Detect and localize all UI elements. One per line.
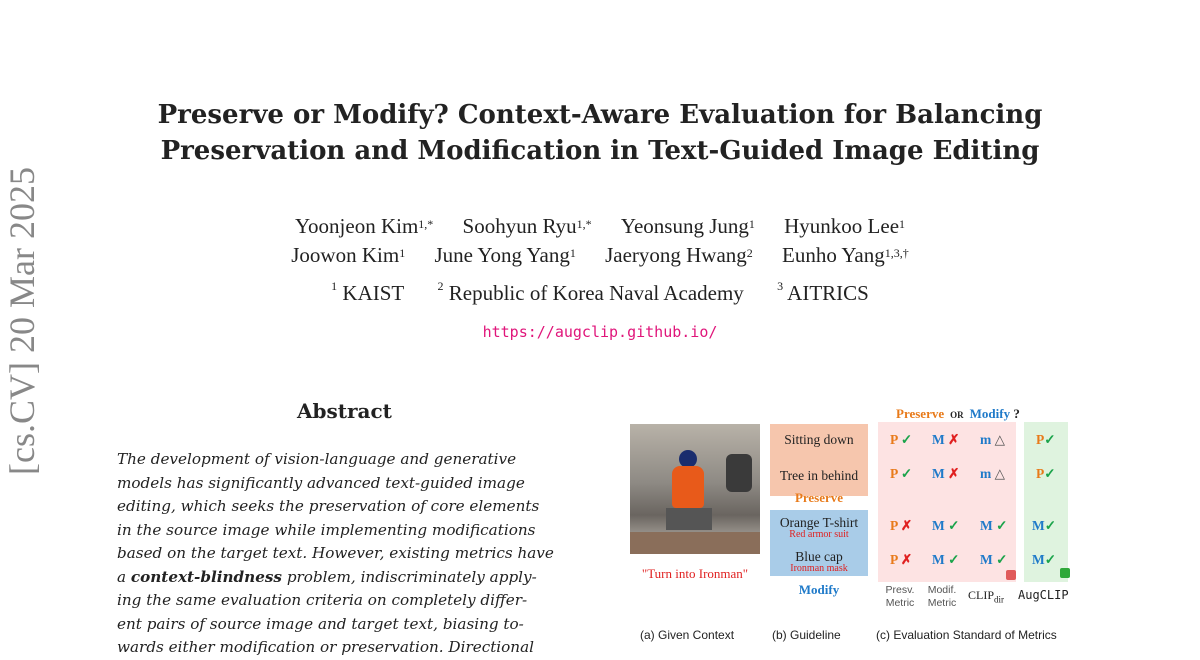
author-sup: 1 — [399, 246, 406, 260]
guideline-subtext: Ironman mask — [790, 563, 848, 574]
metric-cell — [890, 518, 912, 534]
figure-header — [896, 406, 1020, 422]
metric-cell — [890, 466, 912, 482]
thumbs-down-icon — [1006, 570, 1016, 580]
abstract-line: ing the same evaluation criteria on completely differ- — [117, 591, 528, 609]
metric-cell — [1036, 432, 1056, 448]
check-icon: ✓ — [948, 552, 960, 567]
header-or: OR — [950, 410, 964, 420]
label-line: Metric — [885, 597, 915, 609]
abstract-prefix: a — [117, 567, 127, 586]
metric-cell — [932, 432, 959, 448]
author-sup: 1,* — [576, 217, 592, 231]
author-sup: 1,* — [418, 217, 434, 231]
guideline-item — [770, 550, 868, 574]
author-name: Yoonjeon Kim — [294, 214, 419, 238]
label-line: Presv. — [885, 584, 915, 596]
header-preserve: Preserve — [896, 406, 945, 421]
cell-letter: M — [932, 466, 945, 481]
abstract-heading: Abstract — [297, 399, 392, 423]
metric-cell — [980, 432, 1005, 448]
triangle-icon: △ — [994, 466, 1006, 481]
author-row-1 — [0, 212, 1200, 241]
cross-icon: ✗ — [900, 518, 913, 533]
cell-letter: m — [980, 432, 992, 447]
cell-letter: P — [1036, 432, 1045, 447]
cell-letter: M — [980, 518, 993, 533]
abstract-line: wards either modification or preservation. Directional — [117, 638, 534, 656]
author — [621, 214, 755, 238]
metric-cell — [980, 466, 1005, 482]
author-name: Joowon Kim — [291, 243, 400, 267]
modify-label: Modify — [798, 582, 840, 597]
affiliation-sup: 1 — [331, 279, 338, 293]
author-sup: 1,3,† — [884, 246, 909, 260]
guideline-item: Tree in behind — [779, 468, 859, 483]
author-name: Jaeryong Hwang — [605, 243, 747, 267]
affiliation — [777, 281, 869, 305]
subcaption-a: (a) Given Context — [640, 628, 735, 642]
affiliation — [438, 281, 744, 305]
author — [295, 214, 433, 238]
cross-icon: ✗ — [900, 552, 913, 567]
author-name: Soohyun Ryu — [462, 214, 577, 238]
author — [605, 243, 753, 267]
given-prompt: "Turn into Ironman" — [641, 566, 749, 581]
affiliation-sup: 3 — [777, 279, 784, 293]
cell-letter: P — [890, 432, 898, 447]
check-icon: ✓ — [1044, 432, 1056, 447]
metric-cell — [1032, 518, 1056, 534]
plant-shape — [726, 454, 752, 492]
abstract-line — [117, 566, 579, 590]
clip-sub: dir — [994, 594, 1005, 605]
header-question: ? — [1013, 406, 1020, 421]
metric-cell — [890, 552, 912, 568]
affiliation — [331, 281, 404, 305]
arxiv-stamp-text: [cs.CV] 20 Mar 2025 — [2, 167, 42, 475]
affiliation-sup: 2 — [437, 279, 444, 293]
author-sup: 1 — [899, 217, 906, 231]
abstract-line: ent pairs of source image and target text, biasing to- — [117, 614, 524, 633]
abstract-line-rest: problem, indiscriminately apply- — [286, 567, 537, 586]
cell-letter: P — [890, 518, 898, 533]
abstract-body — [117, 448, 579, 660]
abstract-line: models has significantly advanced text-guided image — [117, 473, 525, 492]
cell-letter: M — [932, 432, 945, 447]
subcaption-b: (b) Guideline — [772, 628, 841, 642]
cell-letter: P — [1036, 466, 1045, 481]
cell-letter: M — [1032, 518, 1045, 533]
author — [782, 243, 909, 267]
person-legs-shape — [666, 508, 712, 530]
author-name: Yeonsung Jung — [620, 214, 749, 238]
abstract-line: in the source image while implementing modifications — [117, 520, 536, 539]
cell-letter: P — [890, 552, 898, 567]
guideline-text: Blue cap — [795, 549, 843, 564]
metric-cell — [1036, 466, 1056, 482]
presv-metric-label — [882, 584, 918, 610]
step-shape — [630, 532, 760, 554]
author-sup: 1 — [569, 246, 576, 260]
abstract-line: editing, which seeks the preservation of core elements — [117, 497, 540, 515]
author-row-2 — [0, 241, 1200, 270]
source-image — [630, 424, 760, 554]
abstract-line: based on the target text. However, existing metrics have — [117, 544, 554, 562]
check-icon: ✓ — [1044, 552, 1057, 567]
preserve-label: Preserve — [794, 490, 844, 505]
clip-label: CLIP — [968, 588, 995, 602]
cell-letter: M — [1032, 552, 1045, 567]
guideline-subtext: Red armor suit — [789, 529, 849, 540]
paper-title — [0, 97, 1200, 169]
title-line-1: Preserve or Modify? Context-Aware Evaluation for Balancing — [157, 100, 1043, 130]
check-icon: ✓ — [948, 518, 960, 533]
clip-dir-label — [968, 588, 1004, 604]
author-name: Eunho Yang — [782, 243, 885, 267]
author-sup: 1 — [748, 217, 755, 231]
affiliations — [0, 281, 1200, 306]
guideline-text: Orange T-shirt — [779, 515, 859, 530]
arxiv-side-stamp — [0, 167, 46, 648]
metric-cell — [980, 552, 1007, 568]
thumbs-up-icon — [1060, 568, 1070, 578]
metric-cell — [932, 518, 959, 534]
modif-metric-label — [924, 584, 960, 610]
cell-letter: M — [932, 518, 945, 533]
affiliation-name: Republic of Korea Naval Academy — [448, 281, 744, 305]
guideline-item: Sitting down — [784, 432, 854, 447]
cross-icon: ✗ — [948, 466, 960, 481]
subcaption-c: (c) Evaluation Standard of Metrics — [876, 628, 1057, 642]
author-sup: 2 — [746, 246, 753, 260]
title-line-2: Preservation and Modification in Text-Guided Image Editing — [160, 136, 1040, 166]
abstract-line: The development of vision-language and generative — [117, 450, 517, 468]
affiliation-name: KAIST — [342, 281, 405, 305]
augclip-label: AugCLIP — [1018, 588, 1069, 602]
author — [291, 243, 405, 267]
label-line: Metric — [927, 597, 957, 609]
check-icon: ✓ — [900, 432, 913, 447]
affiliation-name: AITRICS — [787, 281, 869, 305]
label-line: Modif. — [927, 584, 957, 596]
metric-cell — [890, 432, 912, 448]
metric-cell — [932, 466, 959, 482]
cell-letter: M — [980, 552, 993, 567]
project-url-link[interactable]: https://augclip.github.io/ — [482, 323, 718, 341]
check-icon: ✓ — [996, 552, 1008, 567]
author — [463, 214, 592, 238]
check-icon: ✓ — [1044, 466, 1056, 481]
cell-letter: m — [980, 466, 992, 481]
author — [434, 243, 575, 267]
cell-letter: M — [932, 552, 945, 567]
check-icon: ✓ — [1044, 518, 1057, 533]
check-icon: ✓ — [900, 466, 913, 481]
triangle-icon: △ — [994, 432, 1006, 447]
author-name: Hyunkoo Lee — [784, 214, 900, 238]
metric-cell — [1032, 552, 1056, 568]
metric-cell — [980, 518, 1007, 534]
author — [784, 214, 905, 238]
header-modify: Modify — [969, 406, 1011, 421]
metric-cell — [932, 552, 959, 568]
check-icon: ✓ — [996, 518, 1008, 533]
author-name: June Yong Yang — [434, 243, 570, 267]
person-shape — [672, 466, 704, 508]
cross-icon: ✗ — [948, 432, 960, 447]
guideline-item — [770, 516, 868, 540]
cell-letter: P — [890, 466, 898, 481]
context-blindness-term: context-blindness — [130, 567, 282, 586]
author-list — [0, 212, 1200, 270]
teaser-figure — [620, 400, 1090, 648]
